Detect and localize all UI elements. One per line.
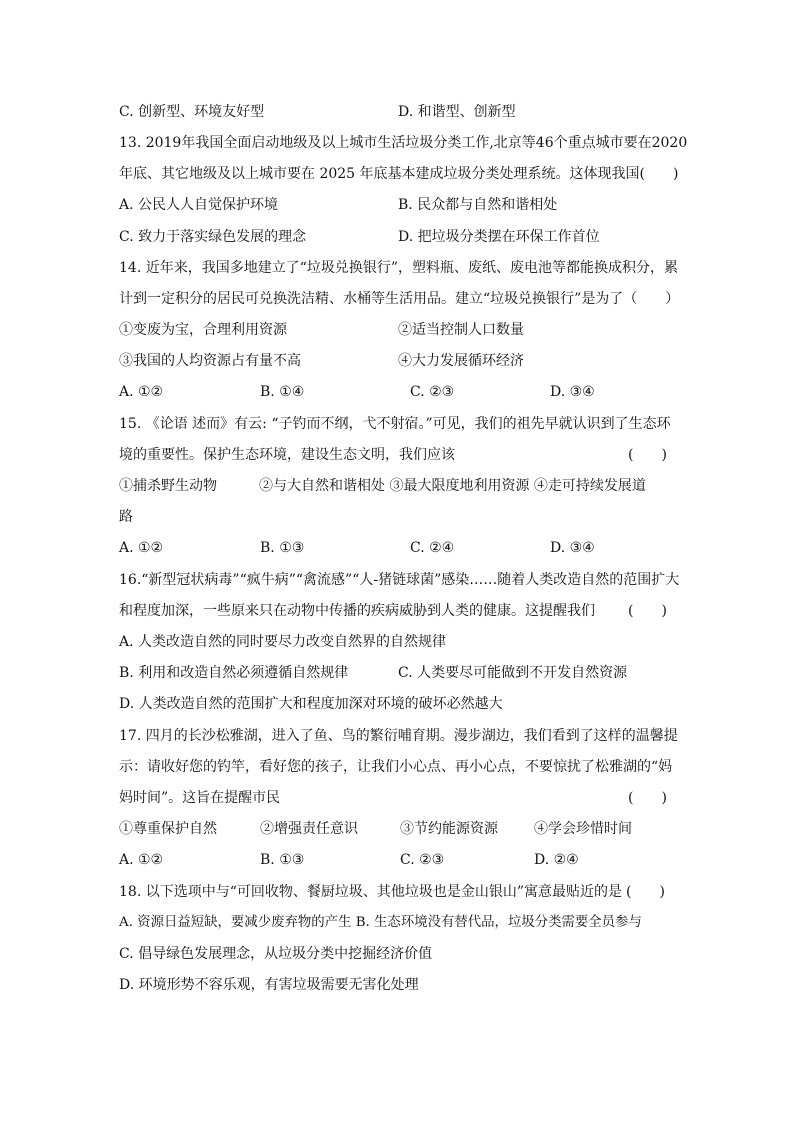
q14-option-c: C. ②③ [410,384,455,400]
q14-option-a: A. ①② [119,384,164,400]
q17-item-4: ④学会珍惜时间 [534,821,632,837]
q15-option-a: A. ①② [119,540,164,556]
q14-item-2: ②适当控制人口数量 [398,322,524,338]
q13-option-c: C. 致力于落实绿色发展的理念 [119,229,307,245]
q17-option-a: A. ①② [119,852,164,868]
q17-item-3: ③节约能源资源 [400,821,498,837]
q17-stem-line3: 妈时间”。这旨在提醒市民 [119,790,281,806]
q16-stem-line1: 16.“新型冠状病毒”“疯牛病”“禽流感”“人-猪链球菌”感染……随着人类改造自然的范围扩大 [119,572,680,588]
q18-stem-line1: 18. 以下选项中与“可回收物、餐厨垃圾、其他垃圾也是金山银山”寓意最贴近的是 [119,884,623,900]
q16-option-a: A. 人类改造自然的同时要尽力改变自然界的自然规律 [119,634,447,650]
q13-option-b: B. 民众都与自然和谐相处 [398,197,558,213]
q16-stem-line2: 和程度加深，一些原来只在动物中传播的疾病威胁到人类的健康。这提醒我们 [119,603,595,619]
q15-stem-line1: 15. 《论语 述而》有云: “子钓而不纲，弋不射宿。”可见，我们的祖先早就认识到了生态环 [119,416,671,432]
q12-option-d: D. 和谐型、创新型 [398,104,516,120]
q17-option-c: C. ②③ [400,852,445,868]
q13-stem-line1: 13. 2019年我国全面启动地级及以上城市生活垃圾分类工作,北京等46个重点城市要在2020 [119,135,688,151]
q15-option-b: B. ①③ [260,540,305,556]
q13-option-d: D. 把垃圾分类摆在环保工作首位 [398,229,600,245]
q17-stem-line2: 示：请收好您的钓竿，看好您的孩子，让我们小心点、再小心点，不要惊扰了松雅湖的“妈 [119,759,673,775]
q12-option-c: C. 创新型、环境友好型 [119,104,265,120]
q17-item-2: ②增强责任意识 [260,821,358,837]
q16-option-d: D. 人类改造自然的范围扩大和程度加深对环境的破坏必然越大 [119,696,503,712]
q18-option-ab: A. 资源日益短缺，要减少废弃物的产生 B. 生态环境没有替代品，垃圾分类需要全员参与 [119,915,642,930]
q16-option-c: C. 人类要尽可能做到不开发自然资源 [398,665,628,681]
q18-option-c: C. 倡导绿色发展理念，从垃圾分类中挖掘经济价值 [119,946,433,962]
q18-answer-paren: ( ) [626,884,665,900]
q17-item-1: ①尊重保护自然 [119,821,217,837]
q15-answer-paren: ( ) [628,447,667,463]
q17-option-d: D. ②④ [534,852,579,868]
q17-stem-line1: 17. 四月的长沙松雅湖，进入了鱼、鸟的繁衍哺育期。漫步湖边，我们看到了这样的温馨提 [119,728,678,744]
q14-option-b: B. ①④ [260,384,305,400]
q14-stem-line2: 计到一定积分的居民可兑换洗洁精、水桶等生活用品。建立“垃圾兑换银行”是为了（ ） [119,291,680,307]
q14-stem-line1: 14. 近年来，我国多地建立了“垃圾兑换银行”，塑料瓶、废纸、废电池等都能换成积分，累 [119,260,679,276]
q13-stem-line2: 年底、其它地级及以上城市要在 2025 年底基本建成垃圾分类处理系统。这体现我国( ) [119,166,679,182]
q15-option-c: C. ②④ [410,540,455,556]
q17-option-b: B. ①③ [260,852,305,868]
q14-option-d: D. ③④ [550,384,595,400]
q15-option-d: D. ③④ [550,540,595,556]
q15-items-line: ①捕杀野生动物 ②与大自然和谐相处 ③最大限度地利用资源 ④走可持续发展道 [119,478,646,494]
q16-answer-paren: ( ) [628,603,667,619]
q16-option-b: B. 利用和改造自然必须遵循自然规律 [119,665,349,681]
q14-item-4: ④大力发展循环经济 [398,353,524,369]
q14-item-1: ①变废为宝，合理利用资源 [119,322,287,338]
q17-answer-paren: ( ) [628,790,667,806]
q15-stem-line2: 境的重要性。保护生态环境，建设生态文明，我们应该 [119,447,455,463]
q15-items-line2: 路 [119,509,133,525]
q18-option-d: D. 环境形势不容乐观，有害垃圾需要无害化处理 [119,977,419,993]
q13-option-a: A. 公民人人自觉保护环境 [119,197,279,213]
q14-item-3: ③我国的人均资源占有量不高 [119,353,301,369]
